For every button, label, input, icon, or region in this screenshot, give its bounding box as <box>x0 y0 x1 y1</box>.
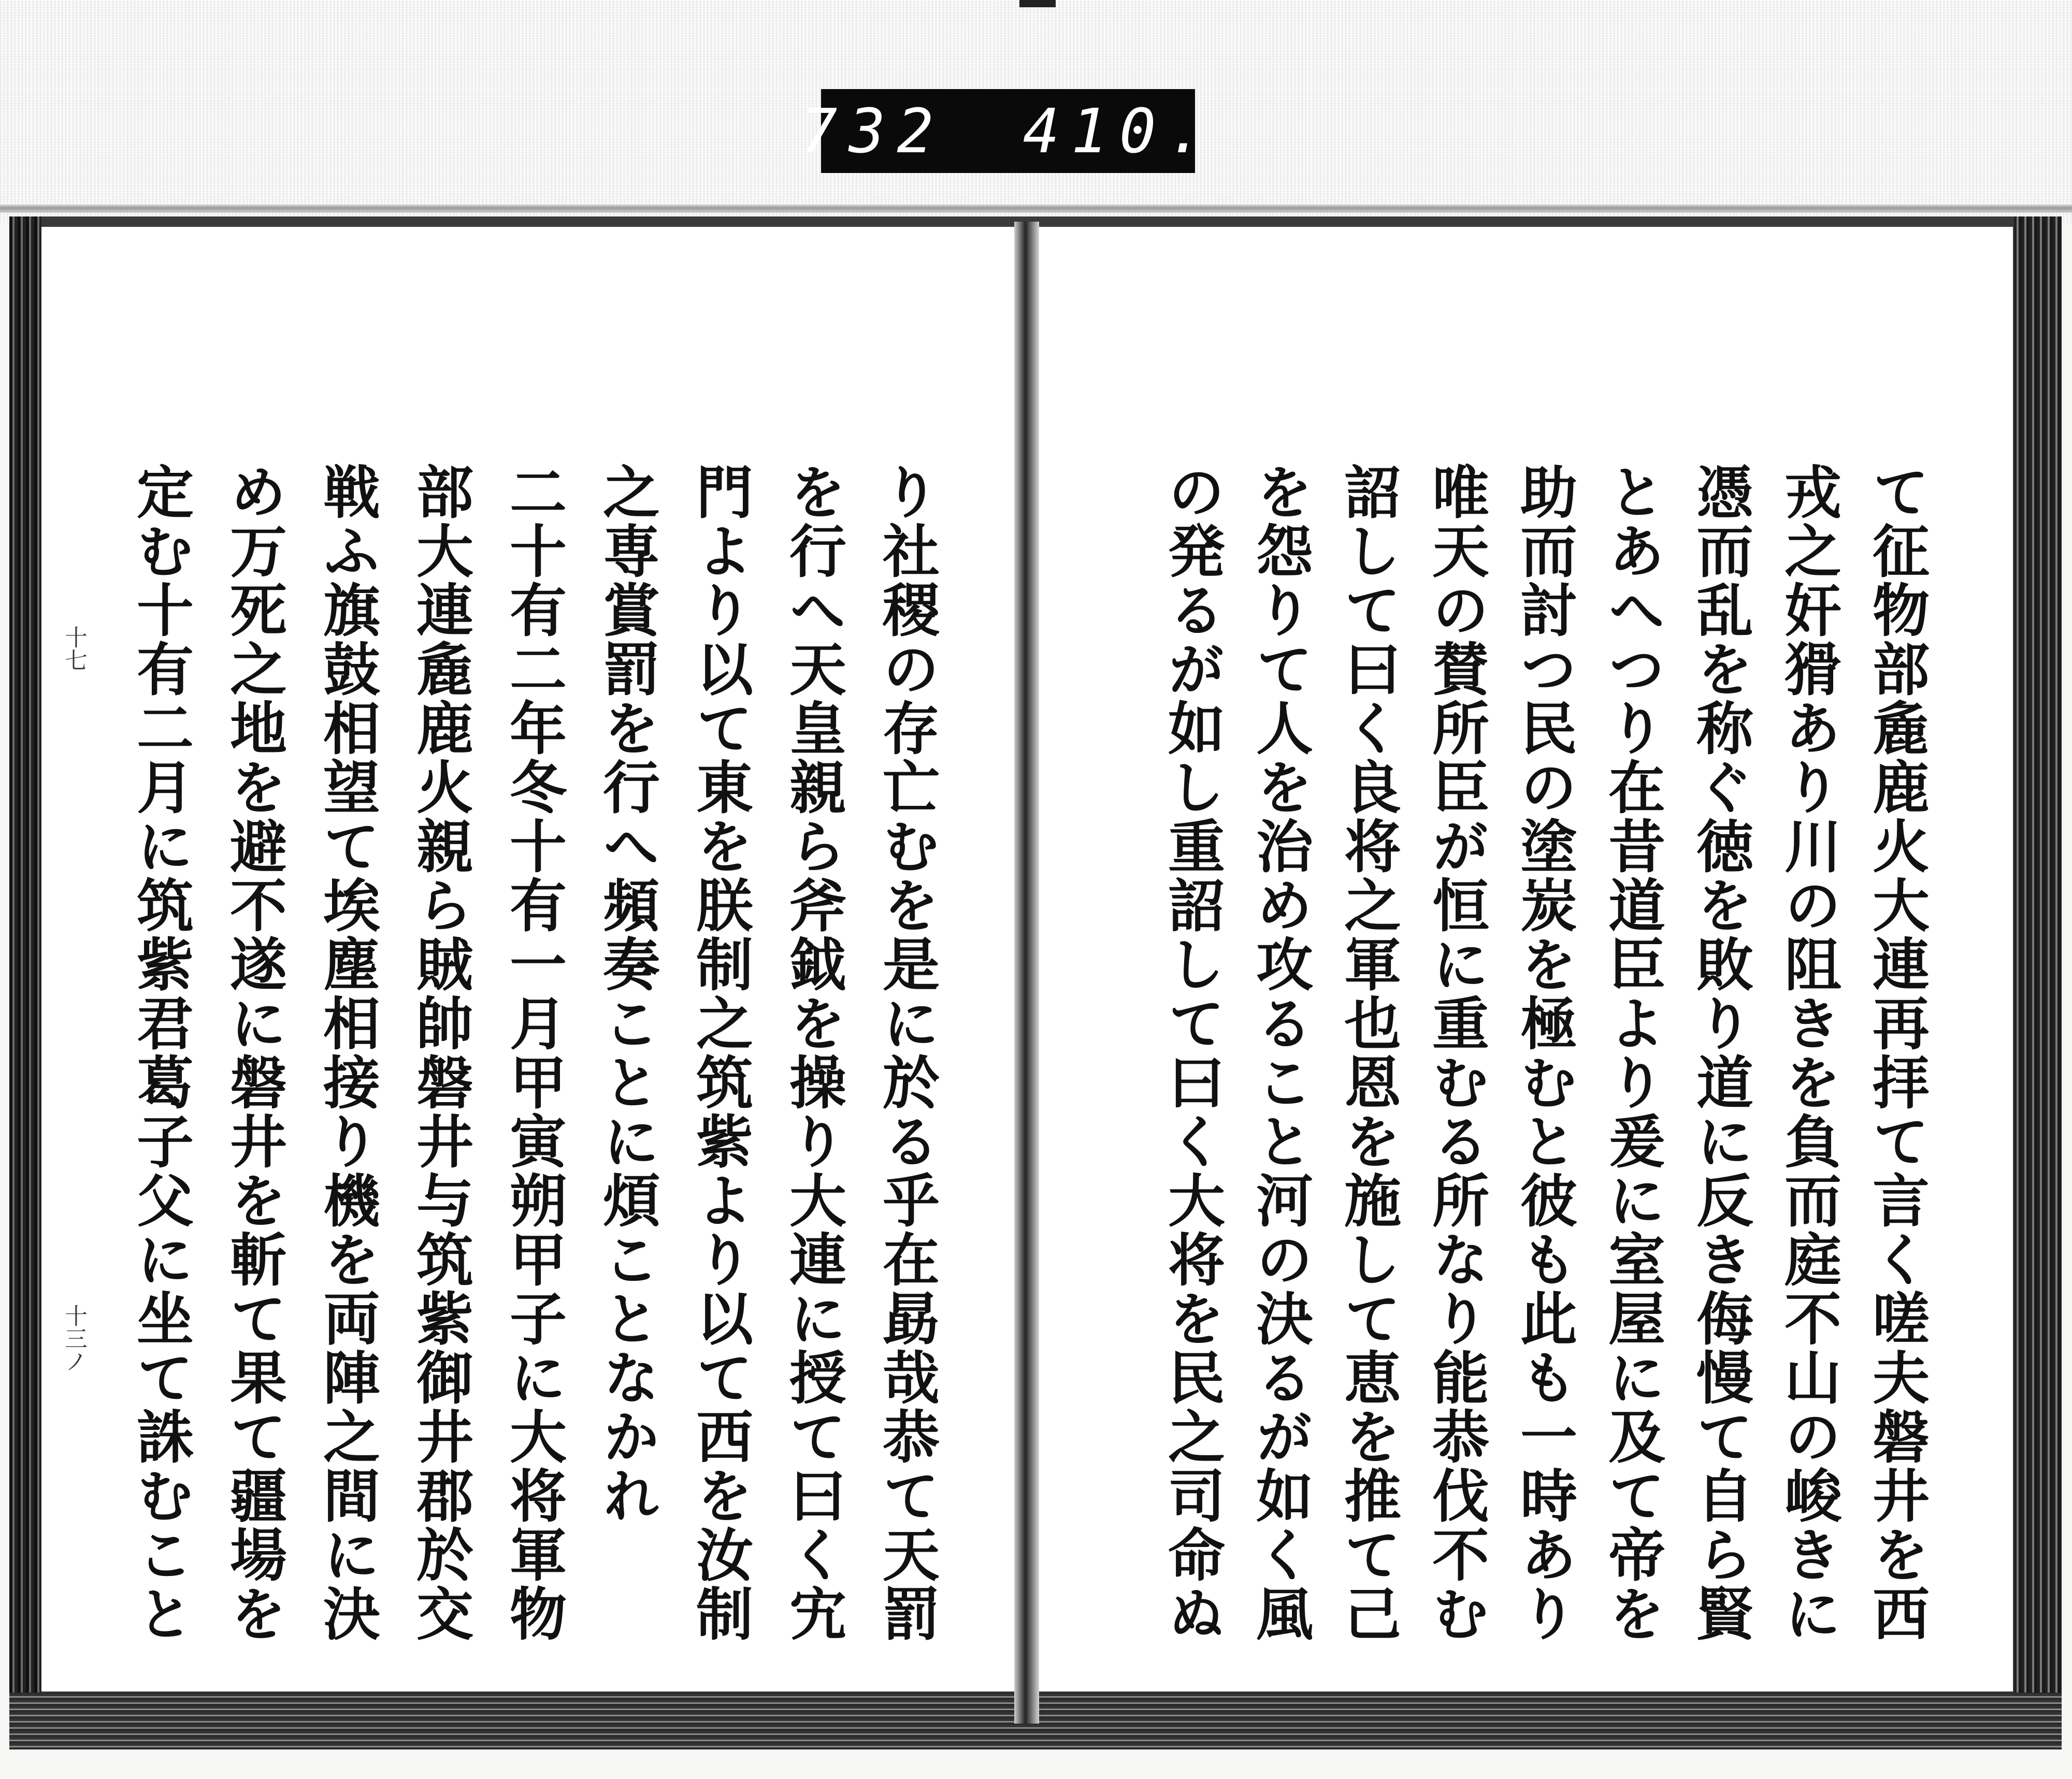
catalog-number-label <box>800 89 1216 173</box>
right-column-4: とあへつり在昔道臣より爰に室屋に及て帝を <box>1599 462 1666 1643</box>
right-column-8: を怨りて人を治め攻ること河の決るが如く風 <box>1247 462 1314 1643</box>
right-column-1: て征物部麁鹿火大連再拝て言く嗟夫磐井を西 <box>1863 462 1930 1643</box>
right-column-3: 憑而乱を称ぐ徳を敗り道に反き侮慢て自ら賢 <box>1687 462 1754 1643</box>
catalog-number-right: 410. <box>1023 95 1216 167</box>
right-column-2: 戎之奸猾あり川の阻きを負而庭不山の峻きに <box>1775 462 1842 1643</box>
book-left-edge <box>9 216 41 1749</box>
book-right-edge <box>2014 216 2062 1749</box>
left-column-3: 門より以て東を朕制之筑紫より以て西を汝制 <box>687 462 754 1643</box>
left-column-9: 定む十有二月に筑紫君葛子父に坐て誅むこと <box>127 462 194 1643</box>
book-gutter <box>1014 222 1039 1724</box>
left-column-8: め万死之地を避不遂に磐井を斬て果て疆場を <box>221 462 287 1643</box>
catalog-number-left: 732 <box>800 95 945 167</box>
folio-number: 十三ノ <box>61 1304 87 1372</box>
right-column-5: 助而討つ民の塗炭を極むと彼も此も一時あり <box>1511 462 1578 1643</box>
left-column-6: 部大連麁鹿火親ら賊帥磐井与筑紫御井郡於交 <box>407 462 474 1643</box>
spread-mark: 十七 <box>61 626 87 671</box>
right-column-7: 詔して曰く良将之軍也恩を施して恵を推て己 <box>1335 462 1402 1643</box>
top-edge-mark <box>1019 0 1056 7</box>
left-column-2: を行へ天皇親ら斧鉞を操り大連に授て曰く宄 <box>780 462 847 1643</box>
left-column-7: 戦ふ旗鼓相望て埃塵相接り機を両陣之間に決 <box>314 462 381 1643</box>
left-page <box>41 227 1014 1691</box>
left-column-1: り社稷の存亡むを是に於る乎在勗哉恭て天罰 <box>873 462 940 1643</box>
right-column-9: の発るが如し重詔して曰く大将を民之司命ぬ <box>1159 462 1226 1643</box>
open-book <box>9 216 2062 1749</box>
right-page <box>1039 227 2013 1691</box>
left-column-5: 二十有二年冬十有一月甲寅朔甲子に大将軍物 <box>500 462 567 1643</box>
left-column-4: 之専賞罰を行へ頻奏ことに煩ことなかれ <box>594 462 660 1525</box>
book-top-edge <box>0 205 2072 213</box>
right-column-6: 唯天の賛所臣が恒に重むる所なり能恭伐不む <box>1423 462 1490 1643</box>
